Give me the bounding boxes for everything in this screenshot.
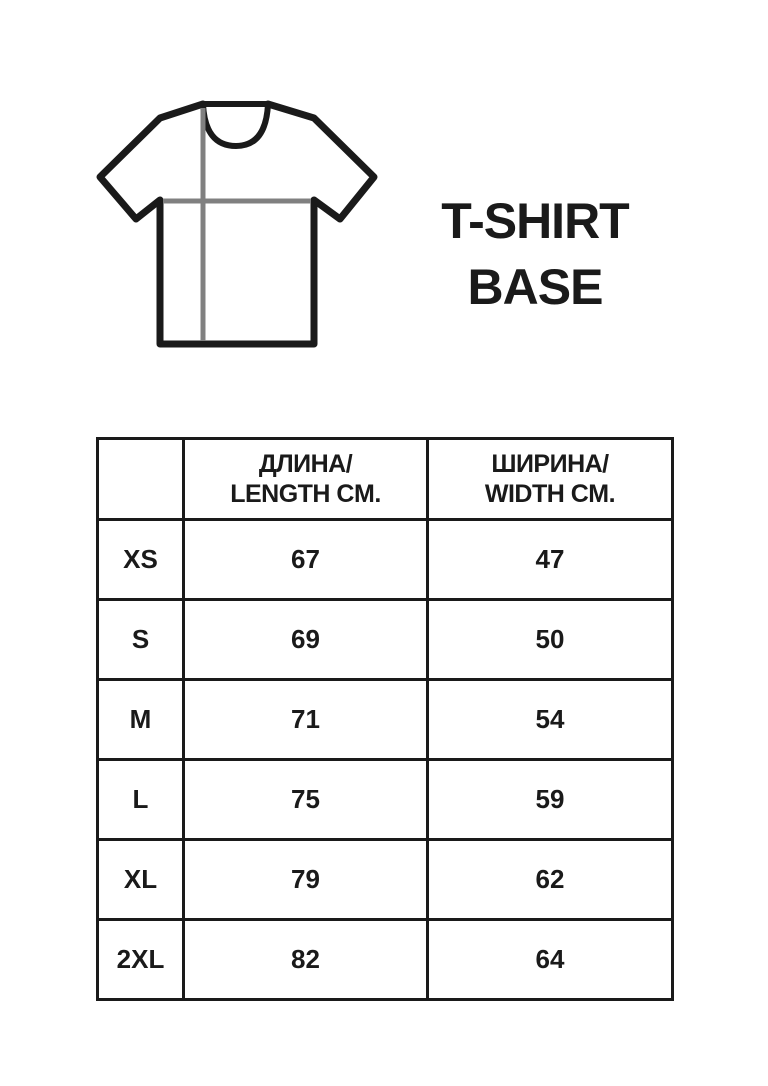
size-cell: XS: [98, 520, 184, 600]
width-cell: 64: [428, 920, 673, 1000]
table-row: [98, 760, 673, 840]
header-size: [98, 439, 184, 520]
header-width-line-2: WIDTH CM.: [484, 480, 616, 508]
table-header-row: [98, 439, 673, 520]
table-row: [98, 840, 673, 920]
page-title: [400, 188, 670, 320]
length-cell: 71: [184, 680, 428, 760]
length-cell: 82: [184, 920, 428, 1000]
tshirt-measurement-icon: [96, 96, 380, 352]
length-cell: 69: [184, 600, 428, 680]
width-cell: 54: [428, 680, 673, 760]
size-cell: XL: [98, 840, 184, 920]
table-row: [98, 920, 673, 1000]
size-cell: L: [98, 760, 184, 840]
length-cell: 67: [184, 520, 428, 600]
header-length: [184, 439, 428, 520]
size-cell: S: [98, 600, 184, 680]
length-cell: 75: [184, 760, 428, 840]
title-line-2: BASE: [467, 259, 603, 315]
tshirt-collar: [203, 104, 268, 146]
header-length-line-2: LENGTH CM.: [230, 480, 381, 508]
header-length-line-1: ДЛИНА/: [258, 450, 353, 478]
width-cell: 59: [428, 760, 673, 840]
table-row: [98, 680, 673, 760]
tshirt-outline: [100, 104, 374, 344]
size-cell: M: [98, 680, 184, 760]
header-width-line-1: ШИРИНА/: [491, 450, 609, 478]
size-chart-table: [96, 437, 674, 1001]
width-cell: 62: [428, 840, 673, 920]
length-cell: 79: [184, 840, 428, 920]
table-row: [98, 520, 673, 600]
title-line-1: T-SHIRT: [441, 193, 629, 249]
size-cell: 2XL: [98, 920, 184, 1000]
header-width: [428, 439, 673, 520]
width-cell: 47: [428, 520, 673, 600]
width-cell: 50: [428, 600, 673, 680]
table-row: [98, 600, 673, 680]
